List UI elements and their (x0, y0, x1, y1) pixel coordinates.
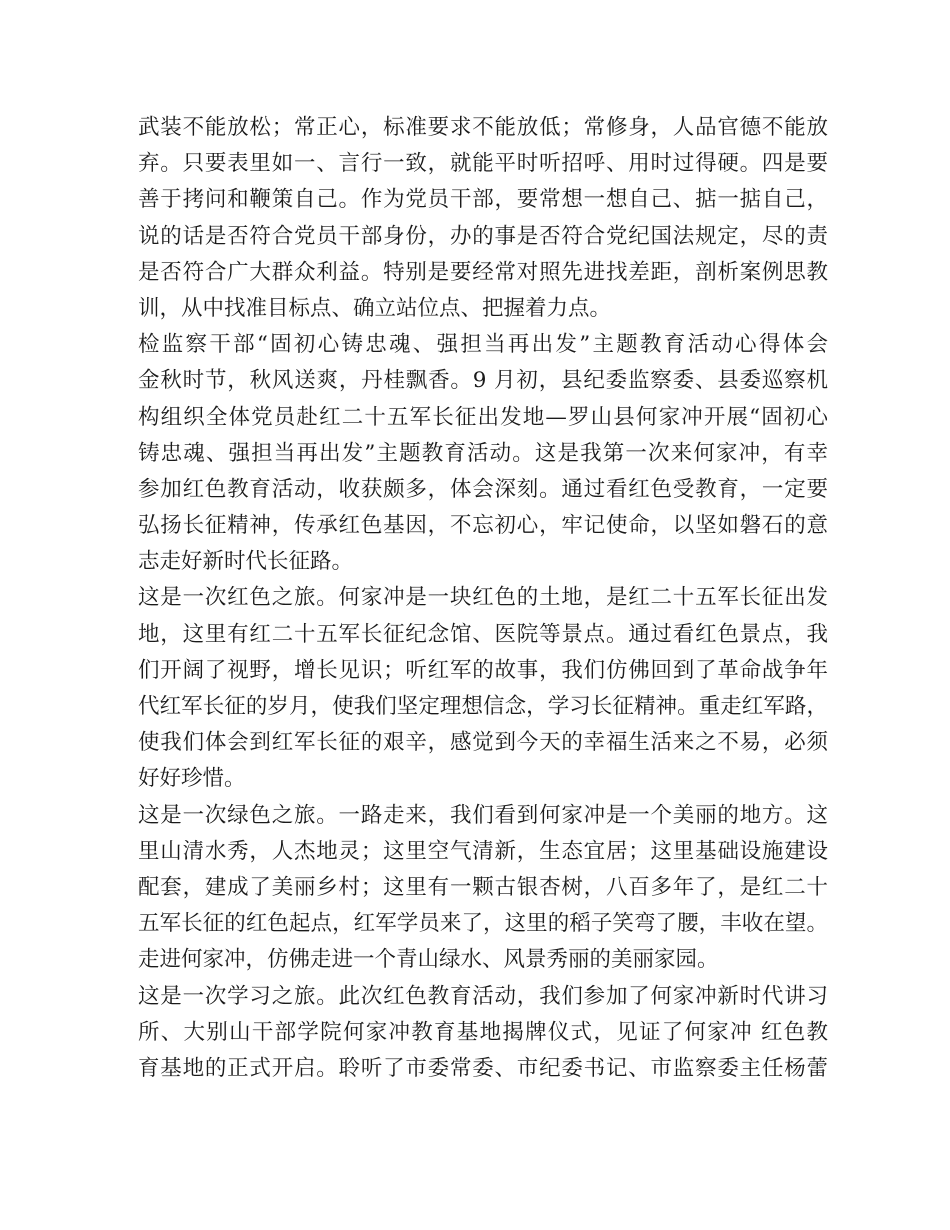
text-line: 走进何家冲，仿佛走进一个青山绿水、风景秀丽的美丽家园。 (138, 947, 719, 973)
text-line: 参加红色教育活动，收获颇多，体会深刻。通过看红色受教育，一定要 (138, 476, 828, 502)
text-line: 配套，建成了美丽乡村；这里有一颗古银杏树，八百多年了，是红二十 (138, 874, 828, 900)
text-line: 训，从中找准目标点、确立站位点、把握着力点。 (138, 295, 612, 321)
text-line: 检监察干部“固初心铸忠魂、强担当再出发”主题教育活动心得体会 (138, 332, 828, 358)
text-line: 里山清水秀，人杰地灵；这里空气清新，生态宜居；这里基础设施建设 (138, 838, 828, 864)
text-line: 好好珍惜。 (138, 766, 246, 792)
text-line: 善于拷问和鞭策自己。作为党员干部，要常想一想自己、掂一掂自己， (138, 187, 828, 213)
text-line: 育基地的正式开启。聆听了市委常委、市纪委书记、市监察委主任杨蕾 (138, 1055, 828, 1081)
text-line: 构组织全体党员赴红二十五军长征出发地—罗山县何家冲开展“固初心 (138, 404, 828, 430)
text-line: 志走好新时代长征路。 (138, 549, 354, 575)
text-line: 是否符合广大群众利益。特别是要经常对照先进找差距，剖析案例思教 (138, 259, 828, 285)
text-line: 使我们体会到红军长征的艰辛，感觉到今天的幸福生活来之不易，必须 (138, 730, 828, 756)
text-line: 弃。只要表里如一、言行一致，就能平时听招呼、用时过得硬。四是要 (138, 151, 828, 177)
document-body (138, 110, 828, 1087)
text-line: 弘扬长征精神，传承红色基因，不忘初心，牢记使命，以坚如磐石的意 (138, 513, 828, 539)
text-line: 所、大别山干部学院何家冲教育基地揭牌仪式，见证了何家冲 红色教 (138, 1019, 828, 1045)
text-line: 代红军长征的岁月，使我们坚定理想信念，学习长征精神。重走红军路， (138, 694, 828, 719)
text-line: 地，这里有红二十五军长征纪念馆、医院等景点。通过看红色景点，我 (138, 621, 828, 647)
text-line: 铸忠魂、强担当再出发”主题教育活动。这是我第一次来何家冲，有幸 (138, 440, 828, 466)
text-line: 这是一次红色之旅。何家冲是一块红色的土地，是红二十五军长征出发 (138, 585, 828, 611)
text-line: 说的话是否符合党员干部身份，办的事是否符合党纪国法规定，尽的责 (138, 223, 828, 249)
text-line: 金秋时节，秋风送爽，丹桂飘香。9 月初，县纪委监察委、县委巡察机 (138, 368, 828, 394)
text-line: 这是一次学习之旅。此次红色教育活动，我们参加了何家冲新时代讲习 (138, 983, 828, 1009)
text-line: 武装不能放松；常正心，标准要求不能放低；常修身，人品官德不能放 (138, 115, 828, 140)
text-line: 五军长征的红色起点，红军学员来了，这里的稻子笑弯了腰，丰收在望。 (138, 911, 828, 937)
text-line: 们开阔了视野，增长见识；听红军的故事，我们仿佛回到了革命战争年 (138, 657, 828, 683)
text-line: 这是一次绿色之旅。一路走来，我们看到何家冲是一个美丽的地方。这 (138, 802, 828, 828)
